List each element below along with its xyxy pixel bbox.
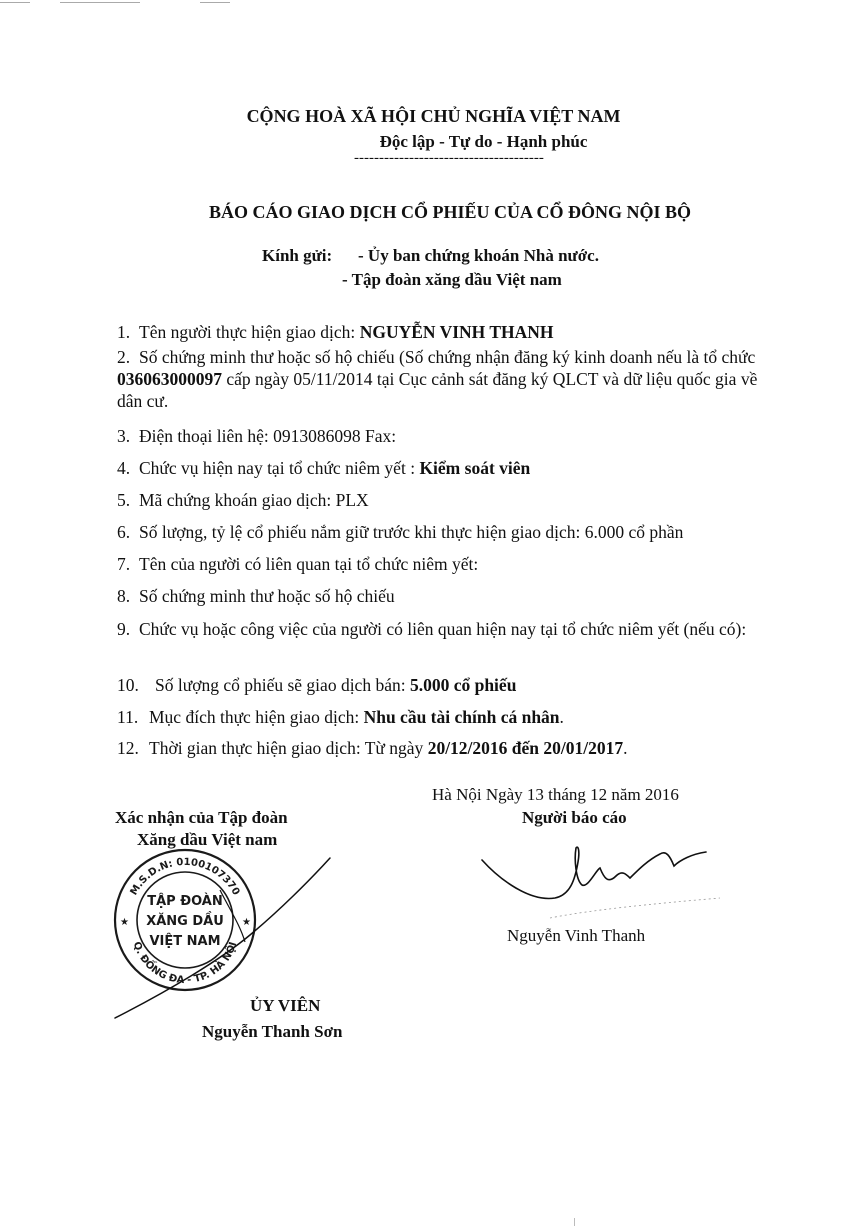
stamp-center-line-2: XĂNG DẦU: [146, 914, 224, 929]
confirm-title-line-2: Xăng dầu Việt nam: [137, 830, 278, 849]
reporter-signature: [470, 840, 730, 930]
report-title: BÁO CÁO GIAO DỊCH CỔ PHIẾU CỦA CỔ ĐÔNG NỘI BỘ: [208, 202, 692, 222]
item-10: 10. Số lượng cổ phiếu sẽ giao dịch bán: 5.000 cổ phiếu: [117, 675, 517, 695]
item-7: 7. Tên của người có liên quan tại tổ chức niêm yết:: [117, 554, 479, 574]
item-12: 12. Thời gian thực hiện giao dịch: Từ ngày 20/12/2016 đến 20/01/2017.: [117, 738, 628, 758]
item-2: 2. Số chứng minh thư hoặc số hộ chiếu (Số chứng nhận đăng ký kinh doanh nếu là tổ chức 036063000097 cấp ngày 05/11/2014 tại Cục cảnh sát đăng ký QLCT và dữ liệu quốc gia về dân cư.: [117, 347, 758, 411]
stamp-star-right: ★: [242, 917, 251, 928]
scan-mark: [574, 1218, 575, 1226]
country-header: CỘNG HOÀ XÃ HỘI CHỦ NGHĨA VIỆT NAM: [246, 106, 621, 126]
scan-edge-line: [200, 2, 230, 3]
item-8: 8. Số chứng minh thư hoặc số hộ chiếu: [117, 586, 395, 606]
stamp-center-line-3: VIỆT NAM: [149, 934, 221, 949]
stamp-ring-bottom: Q. ĐỐNG ĐA - TP. HÀ NỘI: [130, 940, 240, 987]
confirm-title-line-1: Xác nhận của Tập đoàn: [115, 808, 288, 827]
motto: Độc lập - Tự do - Hạnh phúc: [379, 132, 588, 151]
item-1: 1. Tên người thực hiện giao dịch: NGUYỄN VINH THANH: [117, 322, 554, 342]
addressee-label: Kính gửi:: [262, 246, 333, 265]
reporter-name: Nguyễn Vinh Thanh: [507, 926, 646, 945]
item-6: 6. Số lượng, tỷ lệ cổ phiếu nắm giữ trước khi thực hiện giao dịch: 6.000 cổ phần: [117, 522, 684, 542]
scan-edge-line: [0, 2, 30, 3]
item-3: 3. Điện thoại liên hệ: 0913086098 Fax:: [117, 426, 397, 446]
reporter-title: Người báo cáo: [522, 808, 627, 827]
stamp-ring-top: M.S.D.N: 0100107370: [128, 856, 242, 898]
item-4: 4. Chức vụ hiện nay tại tổ chức niêm yết : Kiểm soát viên: [117, 458, 531, 478]
stamp-star-left: ★: [120, 917, 129, 928]
item-5: 5. Mã chứng khoán giao dịch: PLX: [117, 490, 369, 510]
item-11: 11. Mục đích thực hiện giao dịch: Nhu cầu tài chính cá nhân.: [117, 707, 564, 727]
committee-member-name: Nguyễn Thanh Sơn: [202, 1022, 343, 1041]
place-date: Hà Nội Ngày 13 tháng 12 năm 2016: [432, 785, 679, 804]
scan-edge-line: [60, 2, 140, 3]
committee-role: ỦY VIÊN: [250, 996, 321, 1015]
stamp-center-line-1: TẬP ĐOÀN: [147, 894, 223, 909]
addressee-line-2: - Tập đoàn xăng dầu Việt nam: [342, 270, 562, 289]
header-divider: --------------------------------------: [354, 150, 544, 166]
addressee-line-1: - Ủy ban chứng khoán Nhà nước.: [358, 246, 599, 265]
item-9: 9. Chức vụ hoặc công việc của người có liên quan hiện nay tại tổ chức niêm yết (nếu có):: [117, 619, 747, 639]
